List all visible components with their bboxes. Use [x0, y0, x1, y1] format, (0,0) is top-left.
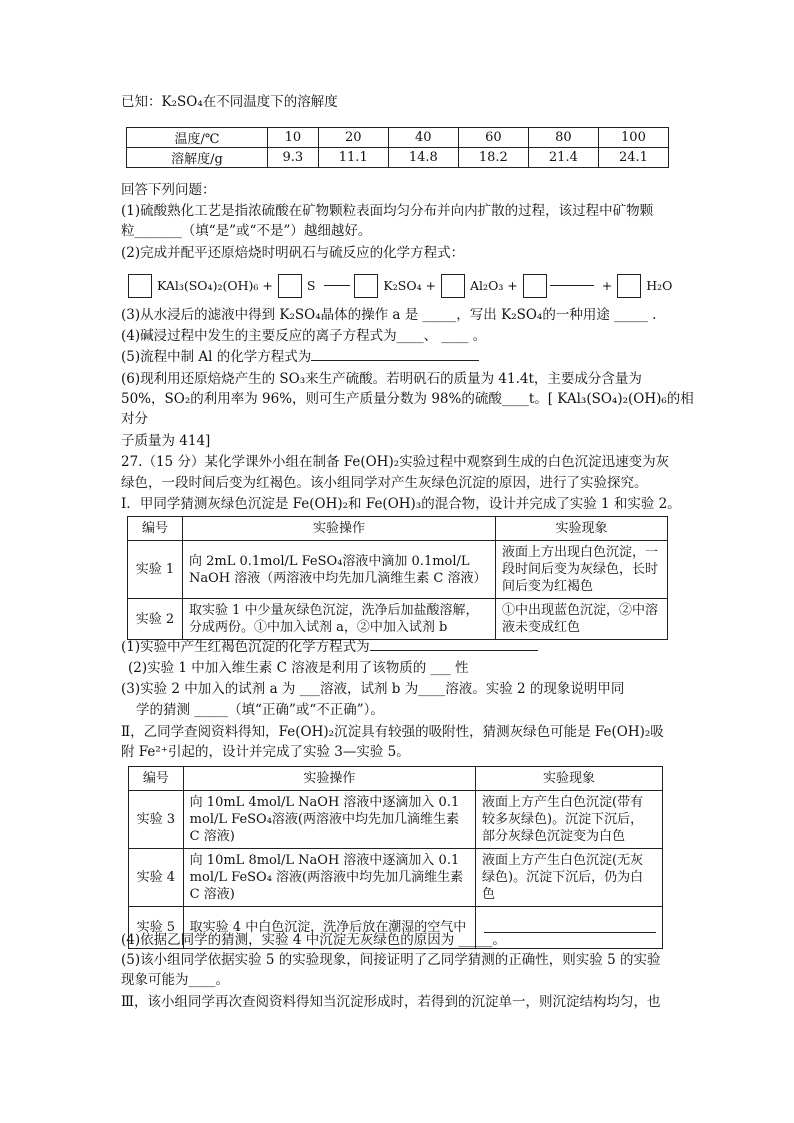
- coefficient-box[interactable]: [354, 274, 378, 298]
- table-row: [127, 148, 669, 168]
- coefficient-box[interactable]: [278, 274, 302, 298]
- table-cell: 取实验 1 中少量灰绿色沉淀，洗净后加盐酸溶解，分成两份。①中加入试剂 a，②中加入试剂 b: [183, 599, 496, 640]
- table-header-cell: 实验操作: [183, 767, 475, 791]
- answer-2: (2)实验 1 中加入维生素 C 溶液是利用了该物质的 ___ 性: [128, 660, 469, 676]
- table-cell: 实验 4: [129, 849, 184, 907]
- table-header-cell: 实验操作: [183, 517, 496, 541]
- table-cell: 实验 2: [128, 599, 183, 640]
- question-2: (2)完成并配平还原焙烧时明矾石与硫反应的化学方程式：: [121, 245, 465, 261]
- table-cell: 20: [318, 128, 388, 148]
- product-blank[interactable]: [550, 285, 594, 286]
- table-cell: 40: [388, 128, 458, 148]
- answer-1: (1)实验中产生红褐色沉淀的化学方程式为: [121, 639, 370, 655]
- question-3: (3)从水浸后的滤液中得到 K₂SO₄晶体的操作 a 是 _____，写出 K₂SO₄的一种用途 _____ .: [121, 307, 657, 323]
- problem-27-line1: 27.（15 分）某化学课外小组在制备 Fe(OH)₂实验过程中观察到生成的白色沉淀迅速变为灰: [121, 454, 670, 470]
- answer-line[interactable]: [484, 932, 656, 933]
- equation-term: KAl₃(SO₄)₂(OH)₆ +: [157, 278, 273, 293]
- table-cell: 80: [528, 128, 598, 148]
- question-1-line2: 粒_______（填“是”或“不是”）越细越好。: [121, 223, 372, 239]
- table-cell: 9.3: [268, 148, 319, 168]
- table-cell: 10: [268, 128, 319, 148]
- question-6-line3: 对分: [121, 411, 148, 427]
- table-cell: 液面上方产生白色沉淀(无灰绿色)。沉淀下沉后，仍为白色: [476, 849, 663, 907]
- coefficient-box[interactable]: [523, 274, 547, 298]
- table-row: [128, 599, 668, 640]
- table-cell: 实验 1: [128, 541, 183, 599]
- table-cell: 温度/℃: [127, 128, 268, 148]
- table-header-row: [128, 517, 668, 541]
- table-row: [128, 541, 668, 599]
- equation-term: +: [601, 278, 613, 293]
- table-row: [129, 849, 663, 907]
- equation-arrow: [324, 285, 350, 286]
- chemical-equation: [128, 272, 677, 299]
- answer-3-line1: (3)实验 2 中加入的试剂 a 为 ___溶液，试剂 b 为____溶液。实验 2 的现象说明甲同: [121, 681, 625, 697]
- table-cell: ①中出现蓝色沉淀，②中溶液未变成红色: [496, 599, 668, 640]
- table-cell: 24.1: [598, 148, 668, 168]
- table-row: [129, 791, 663, 849]
- table-cell: 实验 3: [129, 791, 184, 849]
- answer-line[interactable]: [370, 650, 538, 651]
- question-header: 回答下列问题：: [121, 182, 216, 198]
- question-1-line1: (1)硫酸熟化工艺是指浓硫酸在矿物颗粒表面均匀分布并向内扩散的过程，该过程中矿物颗: [121, 203, 654, 219]
- table-cell: 向 10mL 8mol/L NaOH 溶液中逐滴加入 0.1 mol/L FeSO₄ 溶液(两溶液中均先加几滴维生素 C 溶液): [183, 849, 475, 907]
- equation-term: S: [306, 278, 316, 293]
- table-header-cell: 实验现象: [476, 767, 663, 791]
- table-cell: 11.1: [318, 148, 388, 168]
- experiment-table-2: [128, 766, 663, 949]
- question-6-line1: (6)现利用还原焙烧产生的 SO₃来生产硫酸。若明矾石的质量为 41.4t，主要成分含量为: [121, 371, 642, 387]
- table-cell: 液面上方产生白色沉淀(带有较多灰绿色)。沉淀下沉后，部分灰绿色沉淀变为白色: [476, 791, 663, 849]
- part-3-line1: Ⅲ，该小组同学再次查阅资料得知当沉淀形成时，若得到的沉淀单一，则沉淀结构均匀，也: [121, 994, 661, 1010]
- table-cell: 取实验 4 中白色沉淀，洗净后放在潮湿的空气中: [183, 907, 475, 949]
- table-cell: 60: [458, 128, 528, 148]
- part-2-line2: 附 Fe²⁺引起的，设计并完成了实验 3—实验 5。: [121, 744, 410, 760]
- solubility-table: [126, 127, 669, 168]
- table-cell: 100: [598, 128, 668, 148]
- intro-text: 已知：K₂SO₄在不同温度下的溶解度: [121, 94, 338, 110]
- table-cell: 液面上方出现白色沉淀，一段时间后变为灰绿色，长时间后变为红褐色: [496, 541, 668, 599]
- answer-1-line: [121, 638, 538, 656]
- question-4: (4)碱浸过程中发生的主要反应的离子方程式为____、 ____ 。: [121, 328, 487, 344]
- question-5-line: [121, 348, 479, 366]
- question-5: (5)流程中制 Al 的化学方程式为: [121, 349, 312, 365]
- table-cell: 实验 5: [129, 907, 184, 949]
- coefficient-box[interactable]: [128, 274, 152, 298]
- coefficient-box[interactable]: [617, 274, 641, 298]
- table-cell: 21.4: [528, 148, 598, 168]
- experiment-table-1: [127, 516, 668, 640]
- table-cell: 溶解度/g: [127, 148, 268, 168]
- table-header-cell: 实验现象: [496, 517, 668, 541]
- coefficient-box[interactable]: [441, 274, 465, 298]
- answer-5-line2: 现象可能为____。: [121, 972, 229, 988]
- equation-term: K₂SO₄ +: [383, 278, 437, 293]
- table-header-row: [129, 767, 663, 791]
- answer-4: (4)依据乙同学的猜测，实验 4 中沉淀无灰绿色的原因为 _____。: [121, 932, 506, 948]
- answer-line[interactable]: [311, 360, 479, 361]
- table-row: [127, 128, 669, 148]
- answer-5-line1: (5)该小组同学依据实验 5 的实验现象，间接证明了乙同学猜测的正确性，则实验 5 的实验: [121, 952, 661, 968]
- table-header-cell: 编号: [129, 767, 184, 791]
- table-cell: 向 2mL 0.1mol/L FeSO₄溶液中滴加 0.1mol/L NaOH 溶液（两溶液中均先加几滴维生素 C 溶液）: [183, 541, 496, 599]
- problem-27-line2: 绿色，一段时间后变为红褐色。该小组同学对产生灰绿色沉淀的原因，进行了实验探究。: [121, 475, 648, 491]
- equation-term: Al₂O₃ +: [470, 278, 518, 293]
- part-2-line1: Ⅱ，乙同学查阅资料得知，Fe(OH)₂沉淀具有较强的吸附性，猜测灰绿色可能是 Fe(OH)₂吸: [121, 724, 664, 740]
- problem-27-line3: I．甲同学猜测灰绿色沉淀是 Fe(OH)₂和 Fe(OH)₃的混合物，设计并完成了实验 1 和实验 2。: [121, 496, 681, 512]
- answer-3-line2: 学的猜测 _____（填“正确”或“不正确”）。: [136, 702, 384, 718]
- table-cell: 18.2: [458, 148, 528, 168]
- table-header-cell: 编号: [128, 517, 183, 541]
- question-6-line4: 子质量为 414]: [121, 433, 211, 449]
- equation-term: H₂O: [646, 278, 673, 293]
- table-cell: 14.8: [388, 148, 458, 168]
- question-6-line2: 50%，SO₂的利用率为 96%，则可生产质量分数为 98%的硫酸____t。[ KAl₃(SO₄)₂(OH)₆的相: [121, 391, 694, 407]
- table-cell: 向 10mL 4mol/L NaOH 溶液中逐滴加入 0.1 mol/L FeSO₄溶液(两溶液中均先加几滴维生素 C 溶液): [183, 791, 475, 849]
